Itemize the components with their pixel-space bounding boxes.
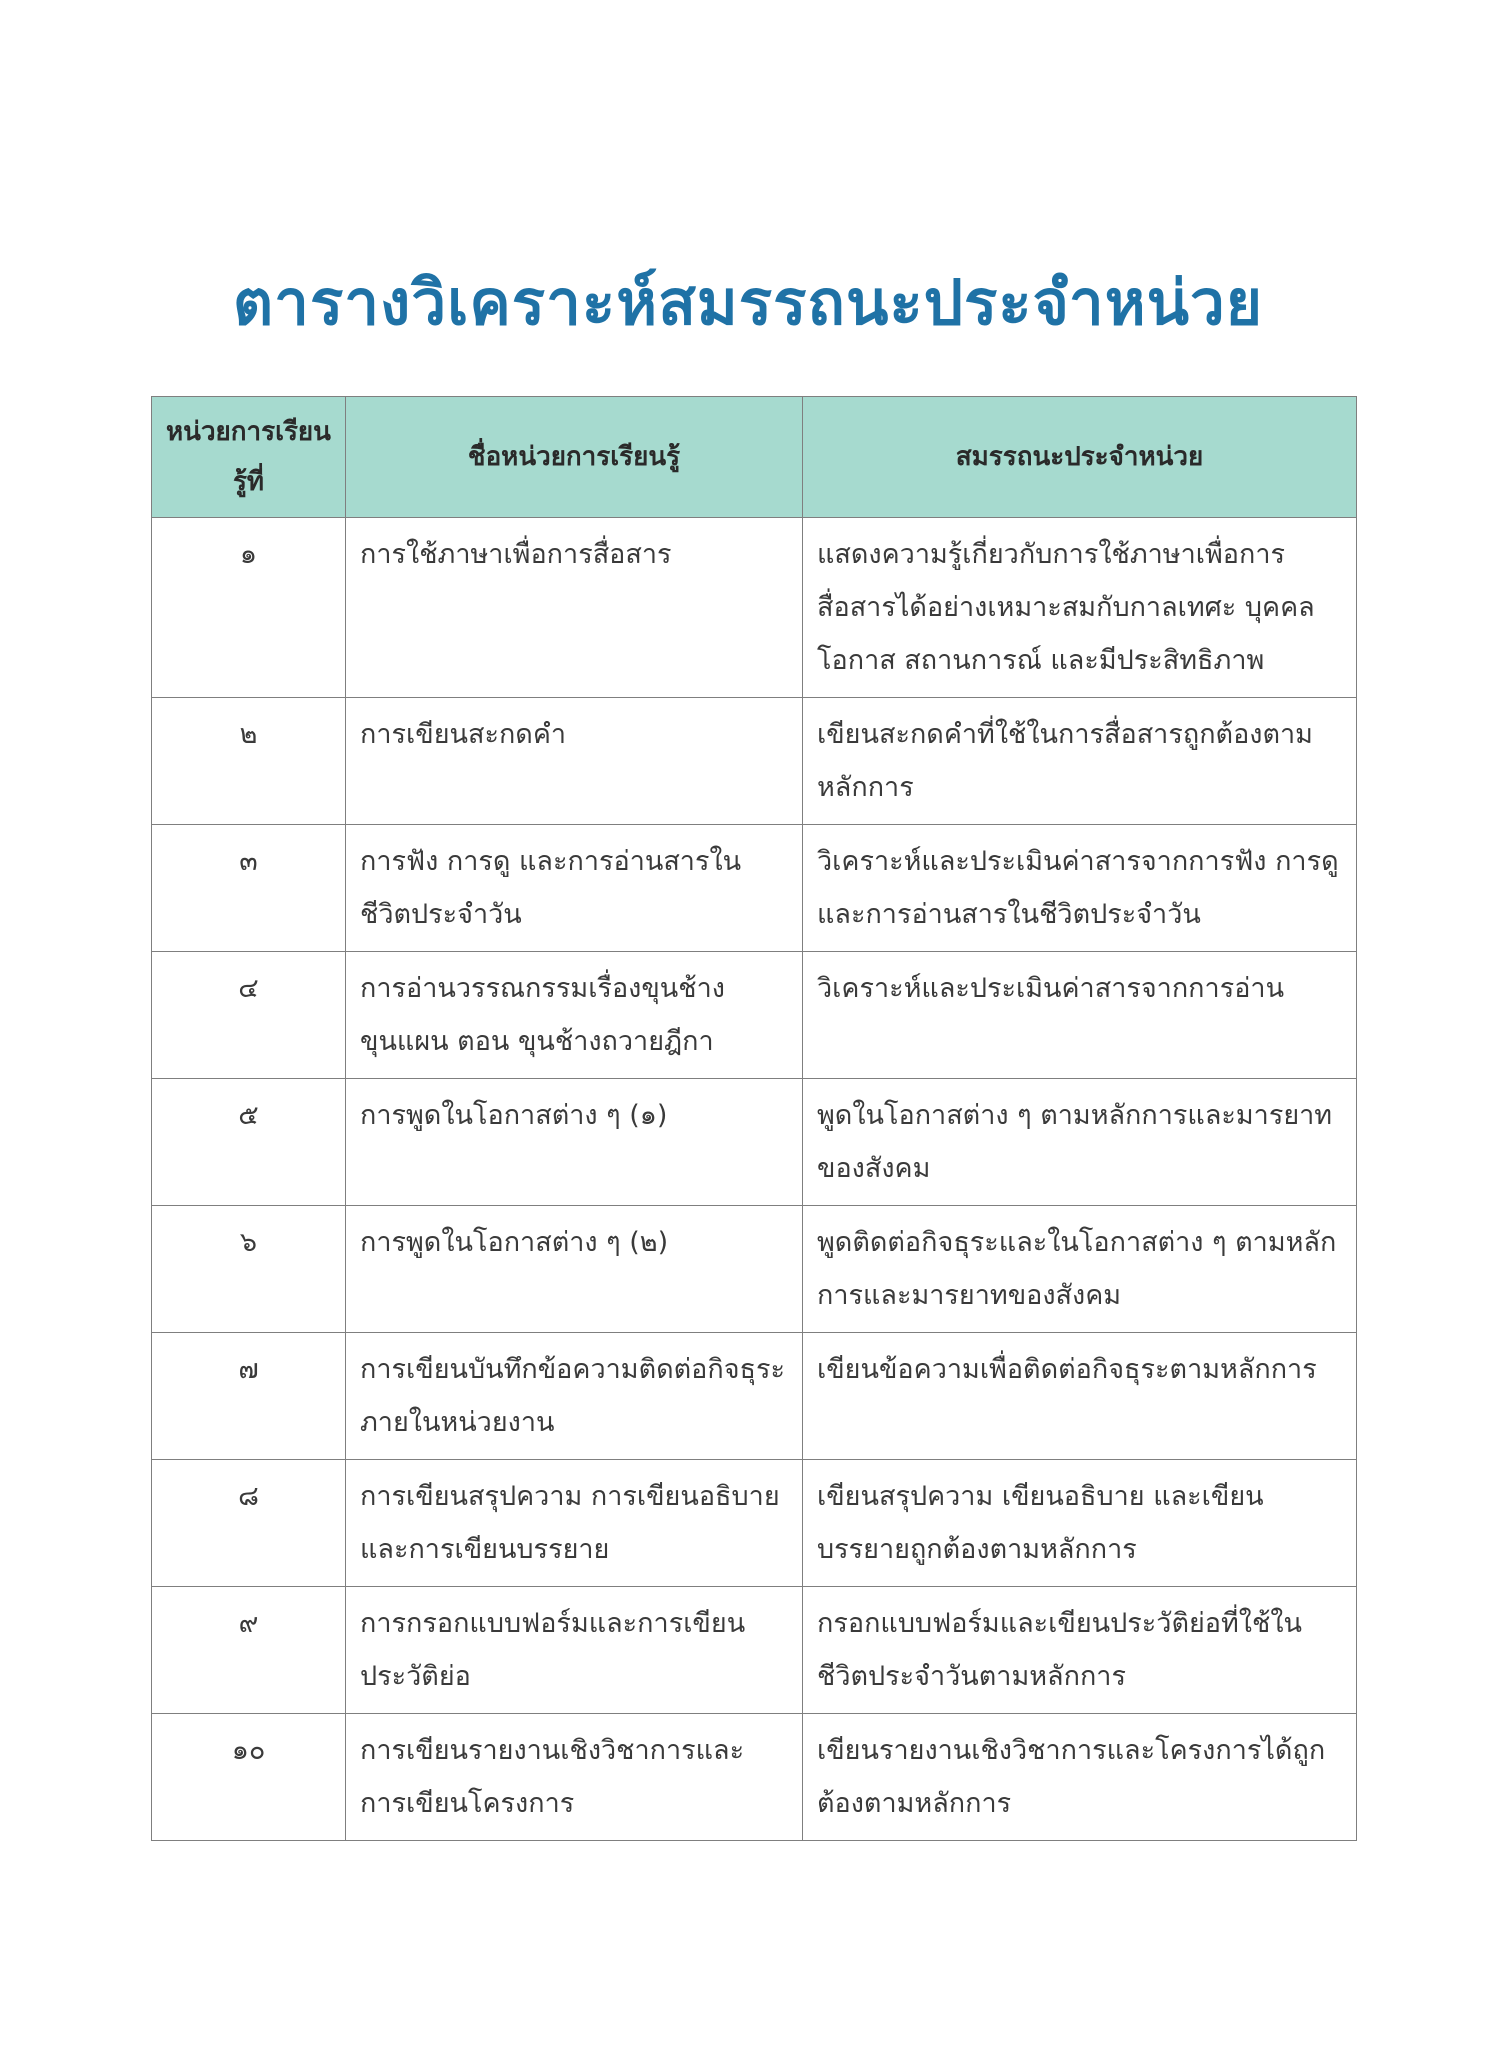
- unit-number-cell: ๑: [152, 518, 346, 698]
- table-row: [152, 952, 1357, 1079]
- competency-cell: พูดในโอกาสต่าง ๆ ตามหลักการและมารยาทของสังคม: [803, 1079, 1357, 1206]
- table-row: [152, 1460, 1357, 1587]
- unit-name-cell: การอ่านวรรณกรรมเรื่องขุนช้างขุนแผน ตอน ขุนช้างถวายฎีกา: [346, 952, 803, 1079]
- unit-number-cell: ๒: [152, 698, 346, 825]
- table-row: [152, 1587, 1357, 1714]
- unit-name-cell: การพูดในโอกาสต่าง ๆ (๑): [346, 1079, 803, 1206]
- competency-cell: แสดงความรู้เกี่ยวกับการใช้ภาษาเพื่อการสื่อสารได้อย่างเหมาะสมกับกาลเทศะ บุคคล โอกาส สถานการณ์ และมีประสิทธิภาพ: [803, 518, 1357, 698]
- unit-name-cell: การเขียนสรุปความ การเขียนอธิบายและการเขียนบรรยาย: [346, 1460, 803, 1587]
- competency-cell: พูดติดต่อกิจธุระและในโอกาสต่าง ๆ ตามหลักการและมารยาทของสังคม: [803, 1206, 1357, 1333]
- header-unit-name: ชื่อหน่วยการเรียนรู้: [346, 397, 803, 518]
- competency-cell: วิเคราะห์และประเมินค่าสารจากการอ่าน: [803, 952, 1357, 1079]
- unit-name-cell: การเขียนสะกดคำ: [346, 698, 803, 825]
- competency-cell: กรอกแบบฟอร์มและเขียนประวัติย่อที่ใช้ในชีวิตประจำวันตามหลักการ: [803, 1587, 1357, 1714]
- unit-number-cell: ๗: [152, 1333, 346, 1460]
- unit-name-cell: การเขียนบันทึกข้อความติดต่อกิจธุระภายในหน่วยงาน: [346, 1333, 803, 1460]
- unit-name-cell: การใช้ภาษาเพื่อการสื่อสาร: [346, 518, 803, 698]
- table-row: [152, 518, 1357, 698]
- unit-number-cell: ๔: [152, 952, 346, 1079]
- table-row: [152, 698, 1357, 825]
- unit-name-cell: การกรอกแบบฟอร์มและการเขียนประวัติย่อ: [346, 1587, 803, 1714]
- table-row: [152, 1714, 1357, 1841]
- page-title: ตารางวิเคราะห์สมรรถนะประจำหน่วย: [232, 266, 1264, 339]
- unit-number-cell: ๑๐: [152, 1714, 346, 1841]
- table-header-row: [152, 397, 1357, 518]
- unit-name-cell: การพูดในโอกาสต่าง ๆ (๒): [346, 1206, 803, 1333]
- table-row: [152, 1079, 1357, 1206]
- competency-cell: เขียนข้อความเพื่อติดต่อกิจธุระตามหลักการ: [803, 1333, 1357, 1460]
- unit-number-cell: ๘: [152, 1460, 346, 1587]
- competency-cell: เขียนสะกดคำที่ใช้ในการสื่อสารถูกต้องตามหลักการ: [803, 698, 1357, 825]
- competency-cell: เขียนรายงานเชิงวิชาการและโครงการได้ถูกต้องตามหลักการ: [803, 1714, 1357, 1841]
- header-competency: สมรรถนะประจำหน่วย: [803, 397, 1357, 518]
- unit-name-cell: การเขียนรายงานเชิงวิชาการและการเขียนโครงการ: [346, 1714, 803, 1841]
- unit-name-cell: การฟัง การดู และการอ่านสารในชีวิตประจำวัน: [346, 825, 803, 952]
- header-unit-number: หน่วยการเรียนรู้ที่: [152, 397, 346, 518]
- table-row: [152, 1333, 1357, 1460]
- competency-cell: เขียนสรุปความ เขียนอธิบาย และเขียนบรรยายถูกต้องตามหลักการ: [803, 1460, 1357, 1587]
- competency-cell: วิเคราะห์และประเมินค่าสารจากการฟัง การดูและการอ่านสารในชีวิตประจำวัน: [803, 825, 1357, 952]
- unit-number-cell: ๖: [152, 1206, 346, 1333]
- unit-number-cell: ๓: [152, 825, 346, 952]
- unit-number-cell: ๕: [152, 1079, 346, 1206]
- unit-number-cell: ๙: [152, 1587, 346, 1714]
- table-row: [152, 825, 1357, 952]
- table-row: [152, 1206, 1357, 1333]
- competency-analysis-table: [151, 396, 1357, 1841]
